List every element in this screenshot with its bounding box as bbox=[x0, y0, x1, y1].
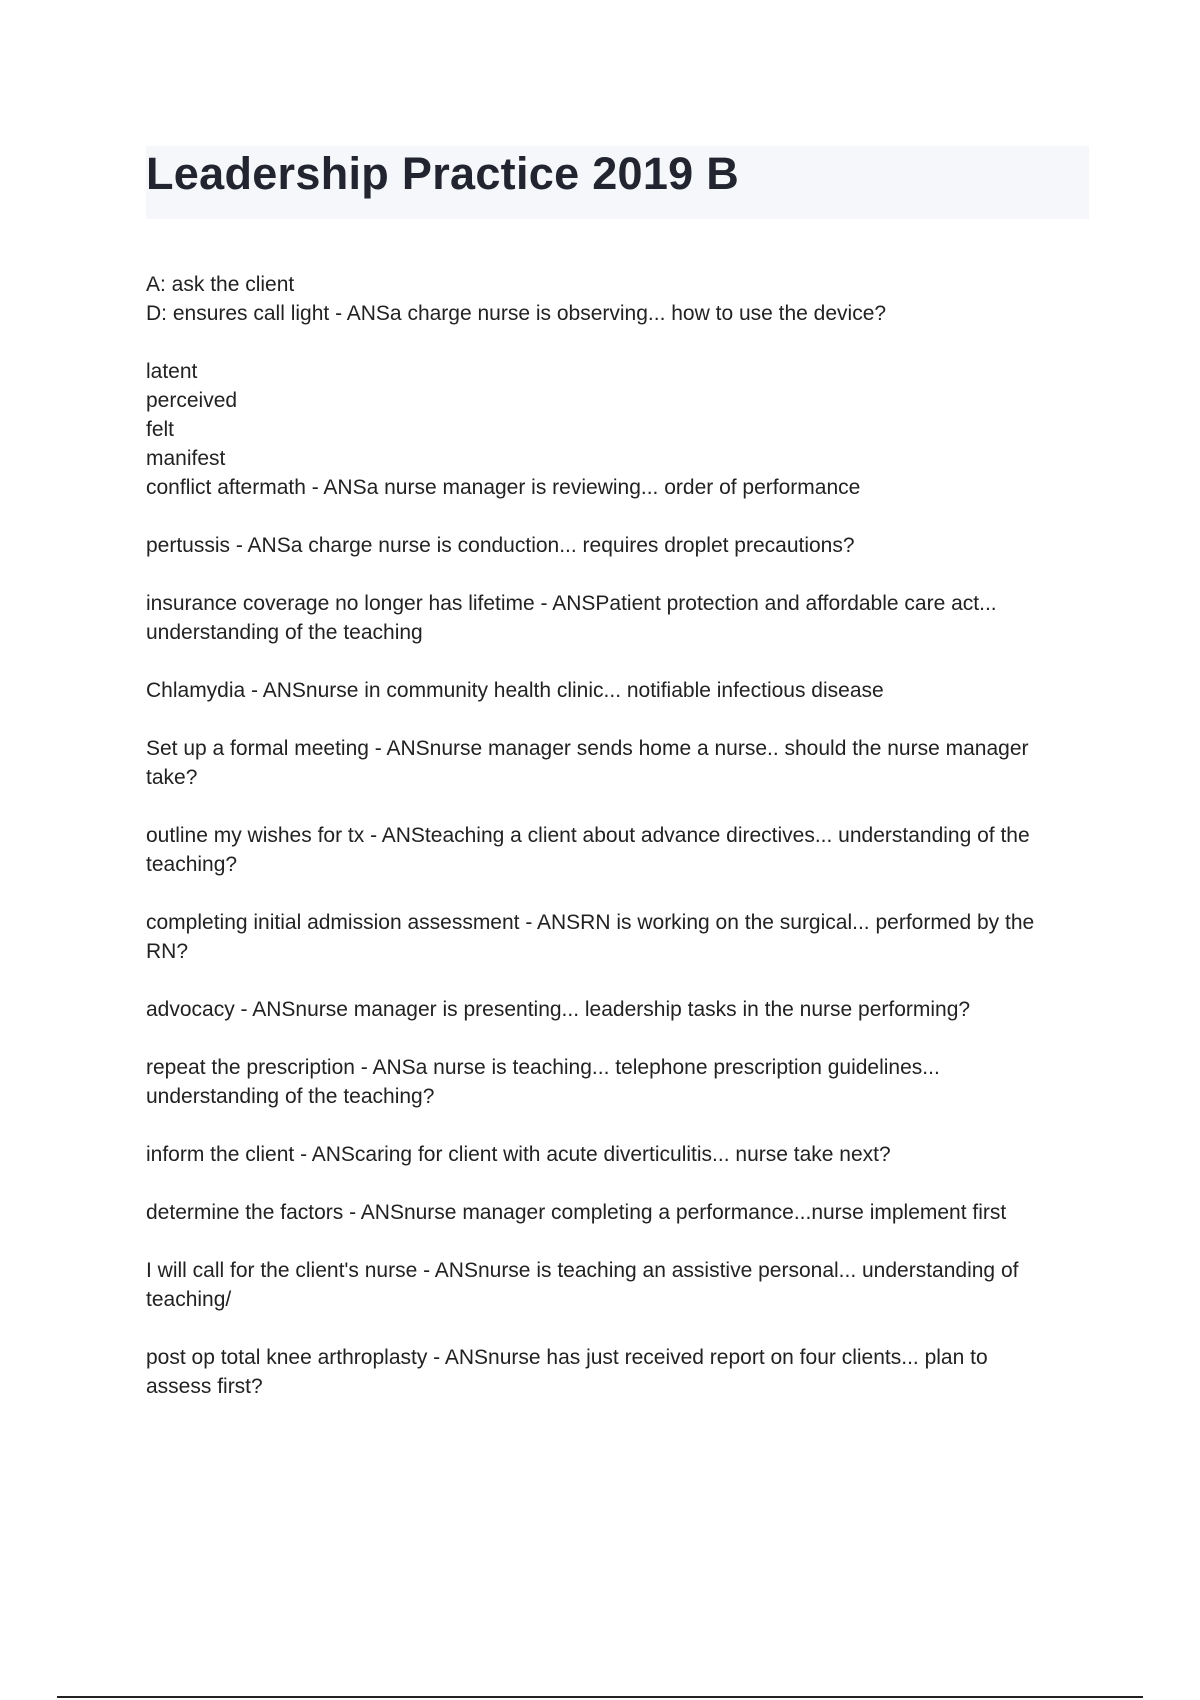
qa-block bbox=[146, 821, 1094, 879]
text-line: inform the client - ANScaring for client with acute diverticulitis... nurse take next? bbox=[146, 1143, 891, 1166]
text-line: determine the factors - ANSnurse manager completing a performance...nurse implement first bbox=[146, 1201, 1007, 1224]
text-line: understanding of the teaching? bbox=[146, 1085, 435, 1108]
text-line: manifest bbox=[146, 447, 226, 470]
text-line: pertussis - ANSa charge nurse is conduction... requires droplet precautions? bbox=[146, 534, 855, 557]
qa-block bbox=[146, 589, 1094, 647]
text-line: D: ensures call light - ANSa charge nurse is observing... how to use the device? bbox=[146, 302, 887, 325]
document-body bbox=[146, 270, 1094, 1430]
text-line: assess first? bbox=[146, 1375, 263, 1398]
text-line: repeat the prescription - ANSa nurse is teaching... telephone prescription guidelines... bbox=[146, 1056, 940, 1079]
text-line: latent bbox=[146, 360, 198, 383]
text-line: post op total knee arthroplasty - ANSnurse has just received report on four clients... plan to bbox=[146, 1346, 988, 1369]
qa-block bbox=[146, 357, 1094, 502]
text-line: conflict aftermath - ANSa nurse manager is reviewing... order of performance bbox=[146, 476, 861, 499]
qa-block bbox=[146, 1343, 1094, 1401]
text-line: completing initial admission assessment - ANSRN is working on the surgical... performed by the bbox=[146, 911, 1035, 934]
text-line: perceived bbox=[146, 389, 238, 412]
qa-block bbox=[146, 734, 1094, 792]
qa-block bbox=[146, 531, 1094, 560]
text-line: I will call for the client's nurse - ANSnurse is teaching an assistive personal... understanding of bbox=[146, 1259, 1019, 1282]
text-line: Set up a formal meeting - ANSnurse manager sends home a nurse.. should the nurse manager bbox=[146, 737, 1029, 760]
text-line: teaching/ bbox=[146, 1288, 232, 1311]
qa-block bbox=[146, 1198, 1094, 1227]
qa-block bbox=[146, 1256, 1094, 1314]
text-line: understanding of the teaching bbox=[146, 621, 423, 644]
footer-divider bbox=[57, 1696, 1143, 1698]
text-line: felt bbox=[146, 418, 175, 441]
text-line: Chlamydia - ANSnurse in community health clinic... notifiable infectious disease bbox=[146, 679, 884, 702]
page-title: Leadership Practice 2019 B bbox=[146, 148, 740, 199]
qa-block bbox=[146, 270, 1094, 328]
text-line: A: ask the client bbox=[146, 273, 295, 296]
qa-block bbox=[146, 1140, 1094, 1169]
text-line: take? bbox=[146, 766, 198, 789]
qa-block bbox=[146, 995, 1094, 1024]
qa-block bbox=[146, 1053, 1094, 1111]
text-line: teaching? bbox=[146, 853, 238, 876]
text-line: insurance coverage no longer has lifetime - ANSPatient protection and affordable care act... bbox=[146, 592, 997, 615]
text-line: outline my wishes for tx - ANSteaching a client about advance directives... understanding of the bbox=[146, 824, 1030, 847]
text-line: RN? bbox=[146, 940, 189, 963]
qa-block bbox=[146, 676, 1094, 705]
text-line: advocacy - ANSnurse manager is presenting... leadership tasks in the nurse performing? bbox=[146, 998, 971, 1021]
qa-block bbox=[146, 908, 1094, 966]
